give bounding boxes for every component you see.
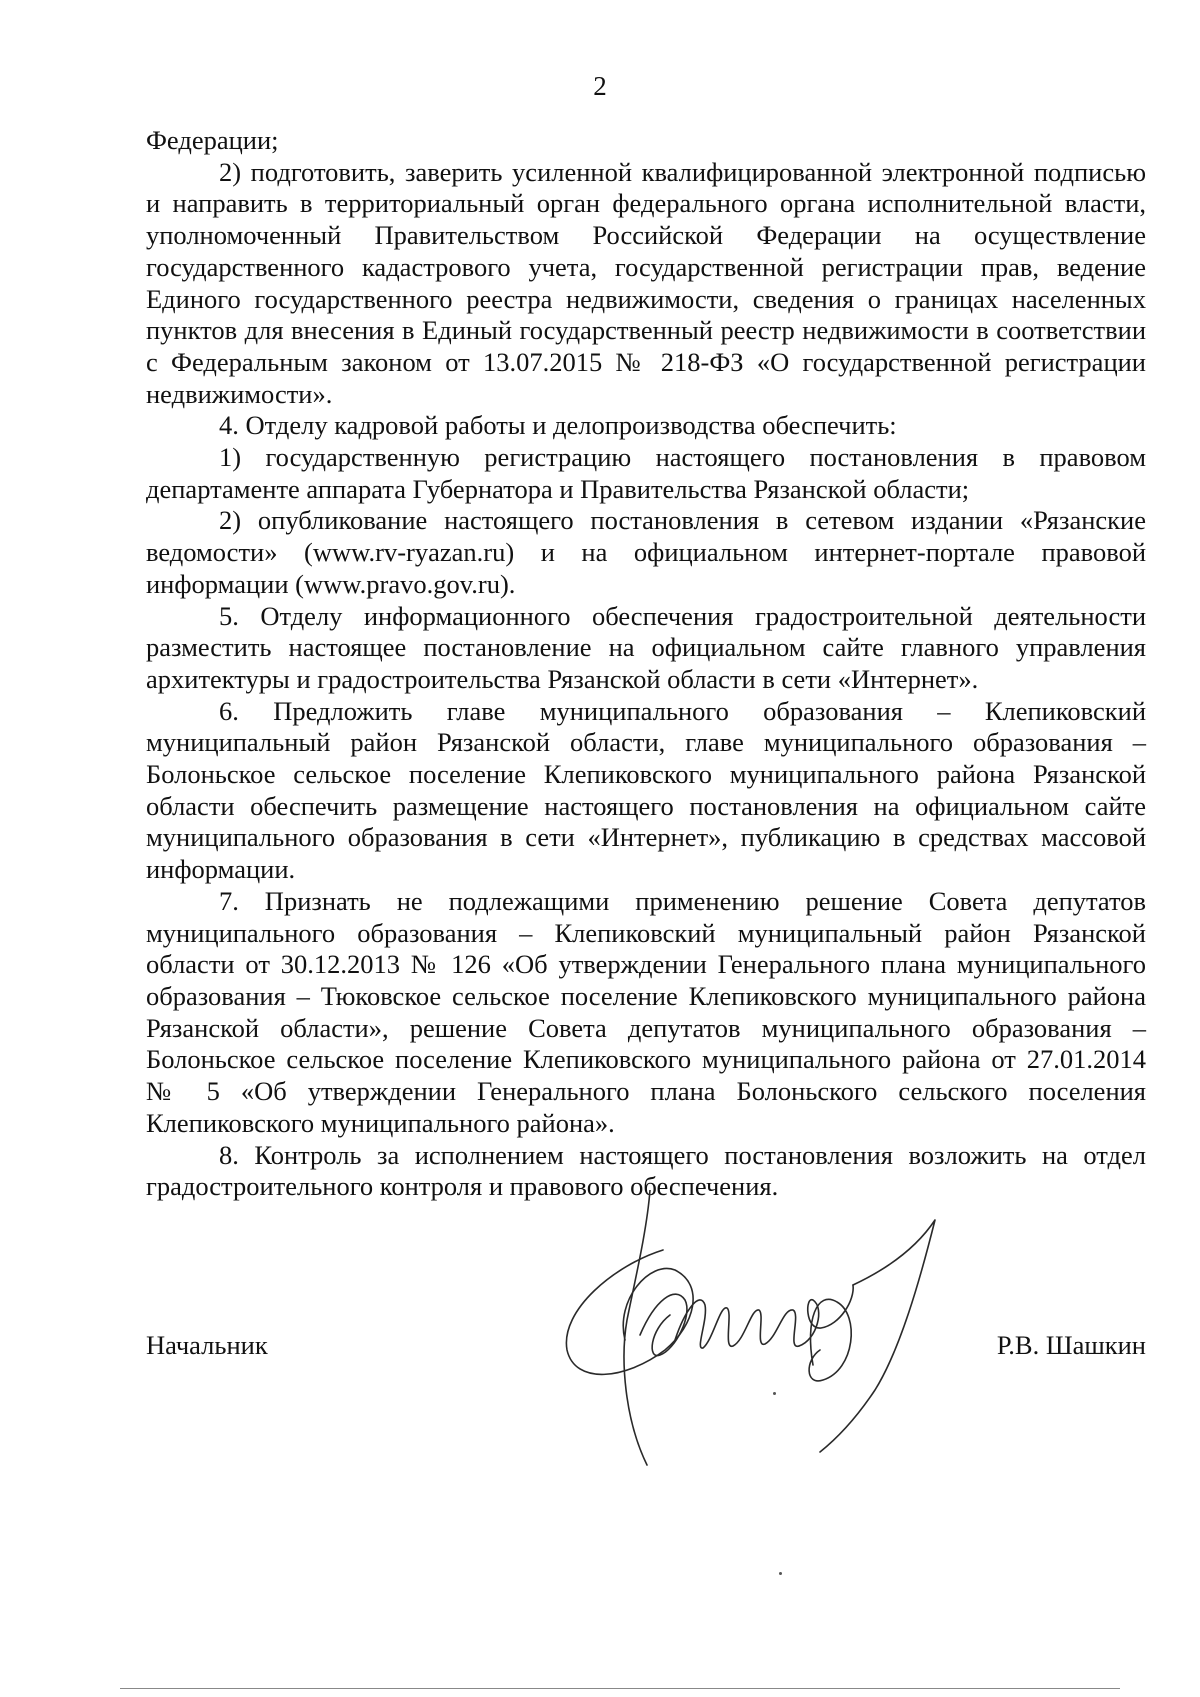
paragraph-item-6: 6. Предложить главе муниципального образования – Клепиковский муниципальный район Рязанской области, главе муниципального образования – Болоньское сельское поселение Клепиковского муниципального района Рязанской области обеспечить размещение настоящего постановления на официальном сайте муниципального образования в сети «Интернет», публикацию в средствах массовой информации.	[146, 695, 1146, 885]
paragraph-item-4-1: 1) государственную регистрацию настоящего постановления в правовом департаменте аппарата Губернатора и Правительства Рязанской области;	[146, 442, 1146, 504]
paragraph-item-5: 5. Отделу информационного обеспечения градостроительной деятельности разместить настоящее постановление на официальном сайте главного управления архитектуры и градостроительства Рязанской области в сети «Интернет».	[146, 600, 1146, 694]
signatory-name: Р.В. Шашкин	[996, 1330, 1146, 1360]
bottom-scan-edge	[120, 1688, 1120, 1689]
paragraph-continuation: Федерации;	[146, 125, 279, 155]
page-number: 2	[593, 71, 607, 101]
paragraph-item-7: 7. Признать не подлежащими применению решение Совета депутатов муниципального образования – Клепиковский муниципальный район Рязанской области от 30.12.2013 № 126 «Об утверждении Генерального плана муниципального образования – Тюковское сельское поселение Клепиковского муниципального района Рязанской области», решение Совета депутатов муниципального образования – Болоньское сельское поселение Клепиковского муниципального района от 27.01.2014 № 5 «Об утверждении Генерального плана Болоньского сельского поселения Клепиковского муниципального района».	[146, 885, 1146, 1138]
signature-block	[146, 1330, 1146, 1370]
paragraph-item-8: 8. Контроль за исполнением настоящего постановления возложить на отдел градостроительного контроля и правового обеспечения.	[146, 1139, 1146, 1202]
paragraph-item-4: 4. Отделу кадровой работы и делопроизводства обеспечить:	[219, 410, 897, 441]
signatory-title: Начальник	[146, 1330, 268, 1360]
paragraph-item-4-2: 2) опубликование настоящего постановления в сетевом издании «Рязанские ведомости» (www.rv-ryazan.ru) и на официальном интернет-портале правовой информации (www.pravo.gov.ru).	[146, 505, 1146, 599]
paragraph-item-2: 2) подготовить, заверить усиленной квалифицированной электронной подписью и направить в территориальный орган федерального органа исполнительной власти, уполномоченный Правительством Российской Федерации на осуществление государственного кадастрового учета, государственной регистрации прав, ведение Единого государственного реестра недвижимости, сведения о границах населенных пунктов для внесения в Единый государственный реестр недвижимости в соответствии с Федеральным законом от 13.07.2015 № 218-ФЗ «О государственной регистрации недвижимости».	[146, 156, 1146, 409]
scan-speck	[773, 1392, 776, 1395]
scan-speck	[779, 1572, 782, 1575]
document-body	[146, 125, 1146, 1203]
